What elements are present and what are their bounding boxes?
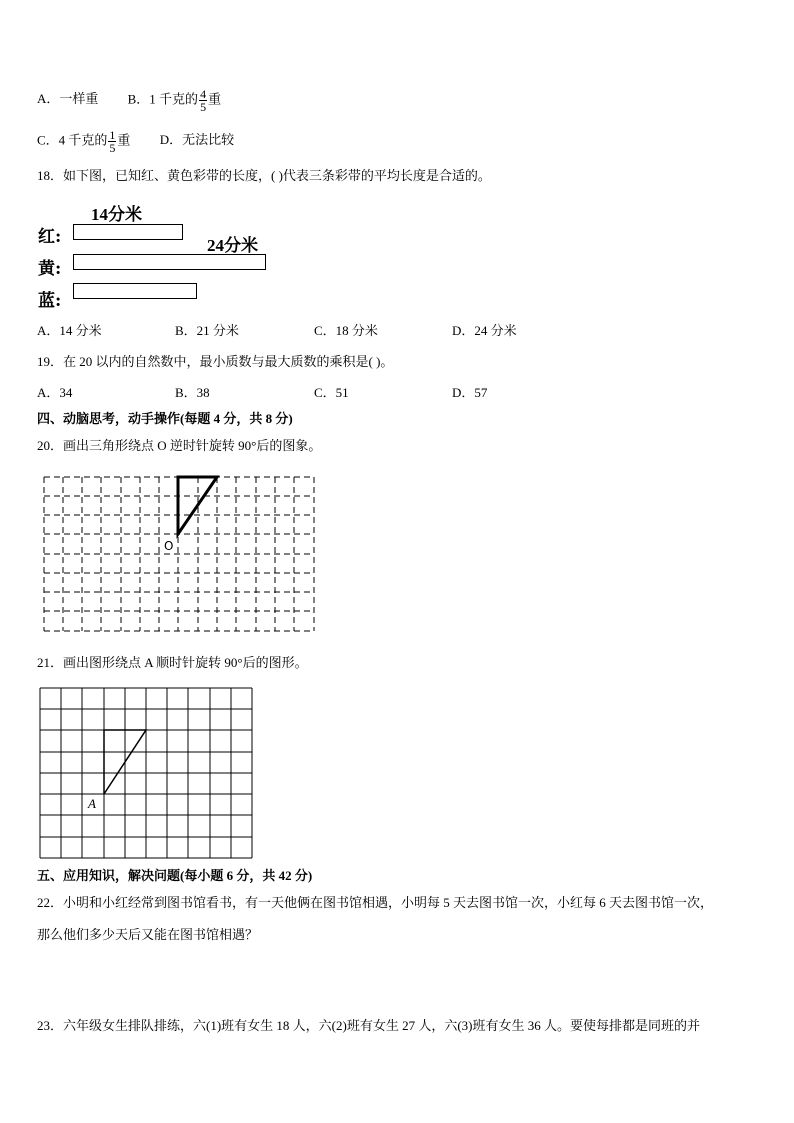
blue-ribbon-label: 蓝: [38,291,62,311]
q22-line-1: 22．小明和小红经常到图书馆看书，有一天他俩在图书馆相遇，小明每 5 天去图书馆一次，小红每 6 天去图书馆一次， [37,895,714,910]
q19-question: 19．在 20 以内的自然数中，最小质数与最大质数的乘积是( )。 [37,354,394,369]
q18-option-b: B．21 分米 [175,323,239,338]
q21-question: 21．画出图形绕点 A 顺时针旋转 90°后的图形。 [37,655,308,670]
red-ribbon-length: 14分米 [91,205,142,224]
yellow-ribbon-length: 24分米 [207,236,258,255]
q17-option-a: A．一样重 [37,91,99,107]
q18-question: 18．如下图，已知红、黄色彩带的长度，( )代表三条彩带的平均长度是合适的。 [37,168,491,183]
q19-option-a: A．34 [37,385,73,400]
q19-option-c: C．51 [314,385,349,400]
red-ribbon-label: 红: [38,227,62,247]
section-4-heading: 四、动脑思考，动手操作(每题 4 分，共 8 分) [37,411,293,426]
q18-option-a: A．14 分米 [37,323,102,338]
q17-option-d: D．无法比较 [159,132,235,148]
q18-option-c: C．18 分米 [314,323,378,338]
q17-option-b: B．1 千克的 $\frac{4}{5}$ 重 [127,87,222,114]
q20-point-o-label: O [164,539,174,553]
q23-line-1: 23．六年级女生排队排练，六(1)班有女生 18 人，六(2)班有女生 27 人，六(3)班有女生 36 人。要使每排都是同班的并 [37,1018,700,1033]
section-5-heading: 五、应用知识，解决问题(每小题 6 分，共 42 分) [37,868,313,883]
yellow-ribbon-label: 黄: [38,259,62,279]
q17-option-c: C．4 千克的 $\frac{1}{5}$ 重 [37,128,131,155]
q19-option-b: B．38 [175,385,210,400]
q19-option-d: D．57 [452,385,488,400]
q20-question: 20．画出三角形绕点 O 逆时针旋转 90°后的图象。 [37,438,322,453]
q18-option-d: D．24 分米 [452,323,517,338]
q22-line-2: 那么他们多少天后又能在图书馆相遇？ [37,927,259,942]
fraction-4-5: $\frac{4}{5}$ [200,87,207,114]
fraction-1-5: $\frac{1}{5}$ [109,128,116,155]
q21-point-a-label: A [88,796,96,811]
